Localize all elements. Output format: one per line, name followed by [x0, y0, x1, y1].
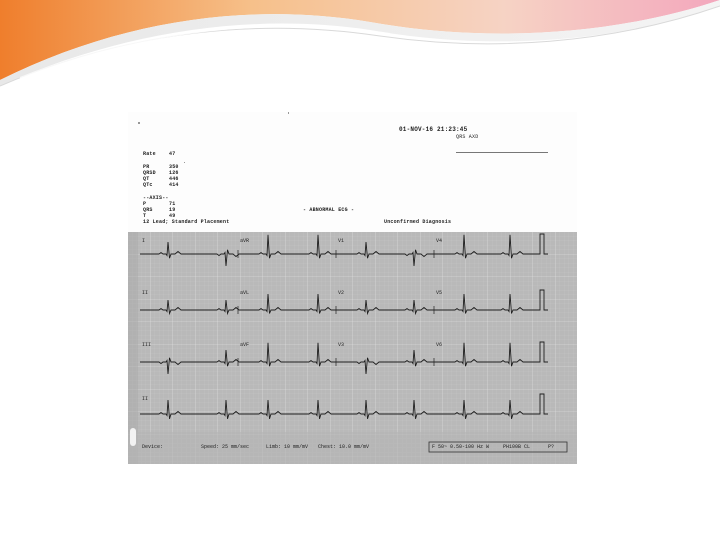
ecg-interpretation: - ABNORMAL ECG -	[303, 207, 355, 213]
lead-label: II	[142, 290, 149, 296]
ecg-printout	[128, 112, 577, 464]
measure-value: 350	[169, 164, 179, 170]
footer-limb: Limb: 10 mm/mV	[266, 444, 309, 450]
measure-label: PR	[143, 164, 150, 170]
ecg-header	[128, 112, 577, 232]
punch-hole	[130, 428, 136, 446]
ecg-grid	[128, 232, 577, 464]
ecg-timestamp: 01-NOV-16 21:23:45	[399, 126, 468, 133]
signature-line	[456, 152, 548, 153]
scan-speck	[138, 122, 140, 124]
lead-label: V5	[436, 290, 443, 296]
slide-header-decoration	[0, 0, 720, 90]
footer-speed: Speed: 25 mm/sec	[201, 444, 250, 450]
measure-label: QRSD	[143, 170, 156, 176]
lead-label: V1	[338, 238, 345, 244]
measure-label: QTc	[143, 182, 153, 188]
ecg-traces	[128, 232, 577, 464]
footer-filter: F 50~ 0.50-100 Hz W	[432, 444, 490, 450]
lead-label: V4	[436, 238, 443, 244]
lead-label: V3	[338, 342, 345, 348]
axis-title: --AXIS--	[143, 195, 169, 201]
footer-device: Device:	[142, 444, 164, 450]
measure-label: Rate	[143, 151, 156, 157]
lead-label: I	[142, 238, 146, 244]
lead-label: aVL	[240, 290, 250, 296]
lead-label: aVR	[240, 238, 250, 244]
diagnosis-status: Unconfirmed Diagnosis	[384, 219, 452, 225]
lead-placement: 12 Lead; Standard Placement	[143, 219, 230, 225]
axis-value: 19	[169, 207, 176, 213]
axis-label: T	[143, 213, 147, 219]
lead-label: aVF	[240, 342, 250, 348]
footer-model: PH100B CL	[503, 444, 531, 450]
footer-page: P?	[548, 444, 555, 450]
scan-speck	[184, 162, 185, 163]
lead-label: V2	[338, 290, 345, 296]
measure-value: 446	[169, 176, 179, 182]
measure-value: 414	[169, 182, 179, 188]
axis-value: 49	[169, 213, 176, 219]
lead-label: III	[142, 342, 152, 348]
lead-label: II	[142, 396, 149, 402]
measure-label: QT	[143, 176, 150, 182]
measure-value: 47	[169, 151, 176, 157]
axis-label: P	[143, 201, 147, 207]
scan-speck	[288, 112, 289, 114]
axis-label: QRS	[143, 207, 153, 213]
footer-chest: Chest: 10.0 mm/mV	[318, 444, 370, 450]
lead-label: V6	[436, 342, 443, 348]
ecg-flag: QRS AXD	[456, 134, 479, 140]
measure-value: 126	[169, 170, 179, 176]
axis-value: 71	[169, 201, 176, 207]
